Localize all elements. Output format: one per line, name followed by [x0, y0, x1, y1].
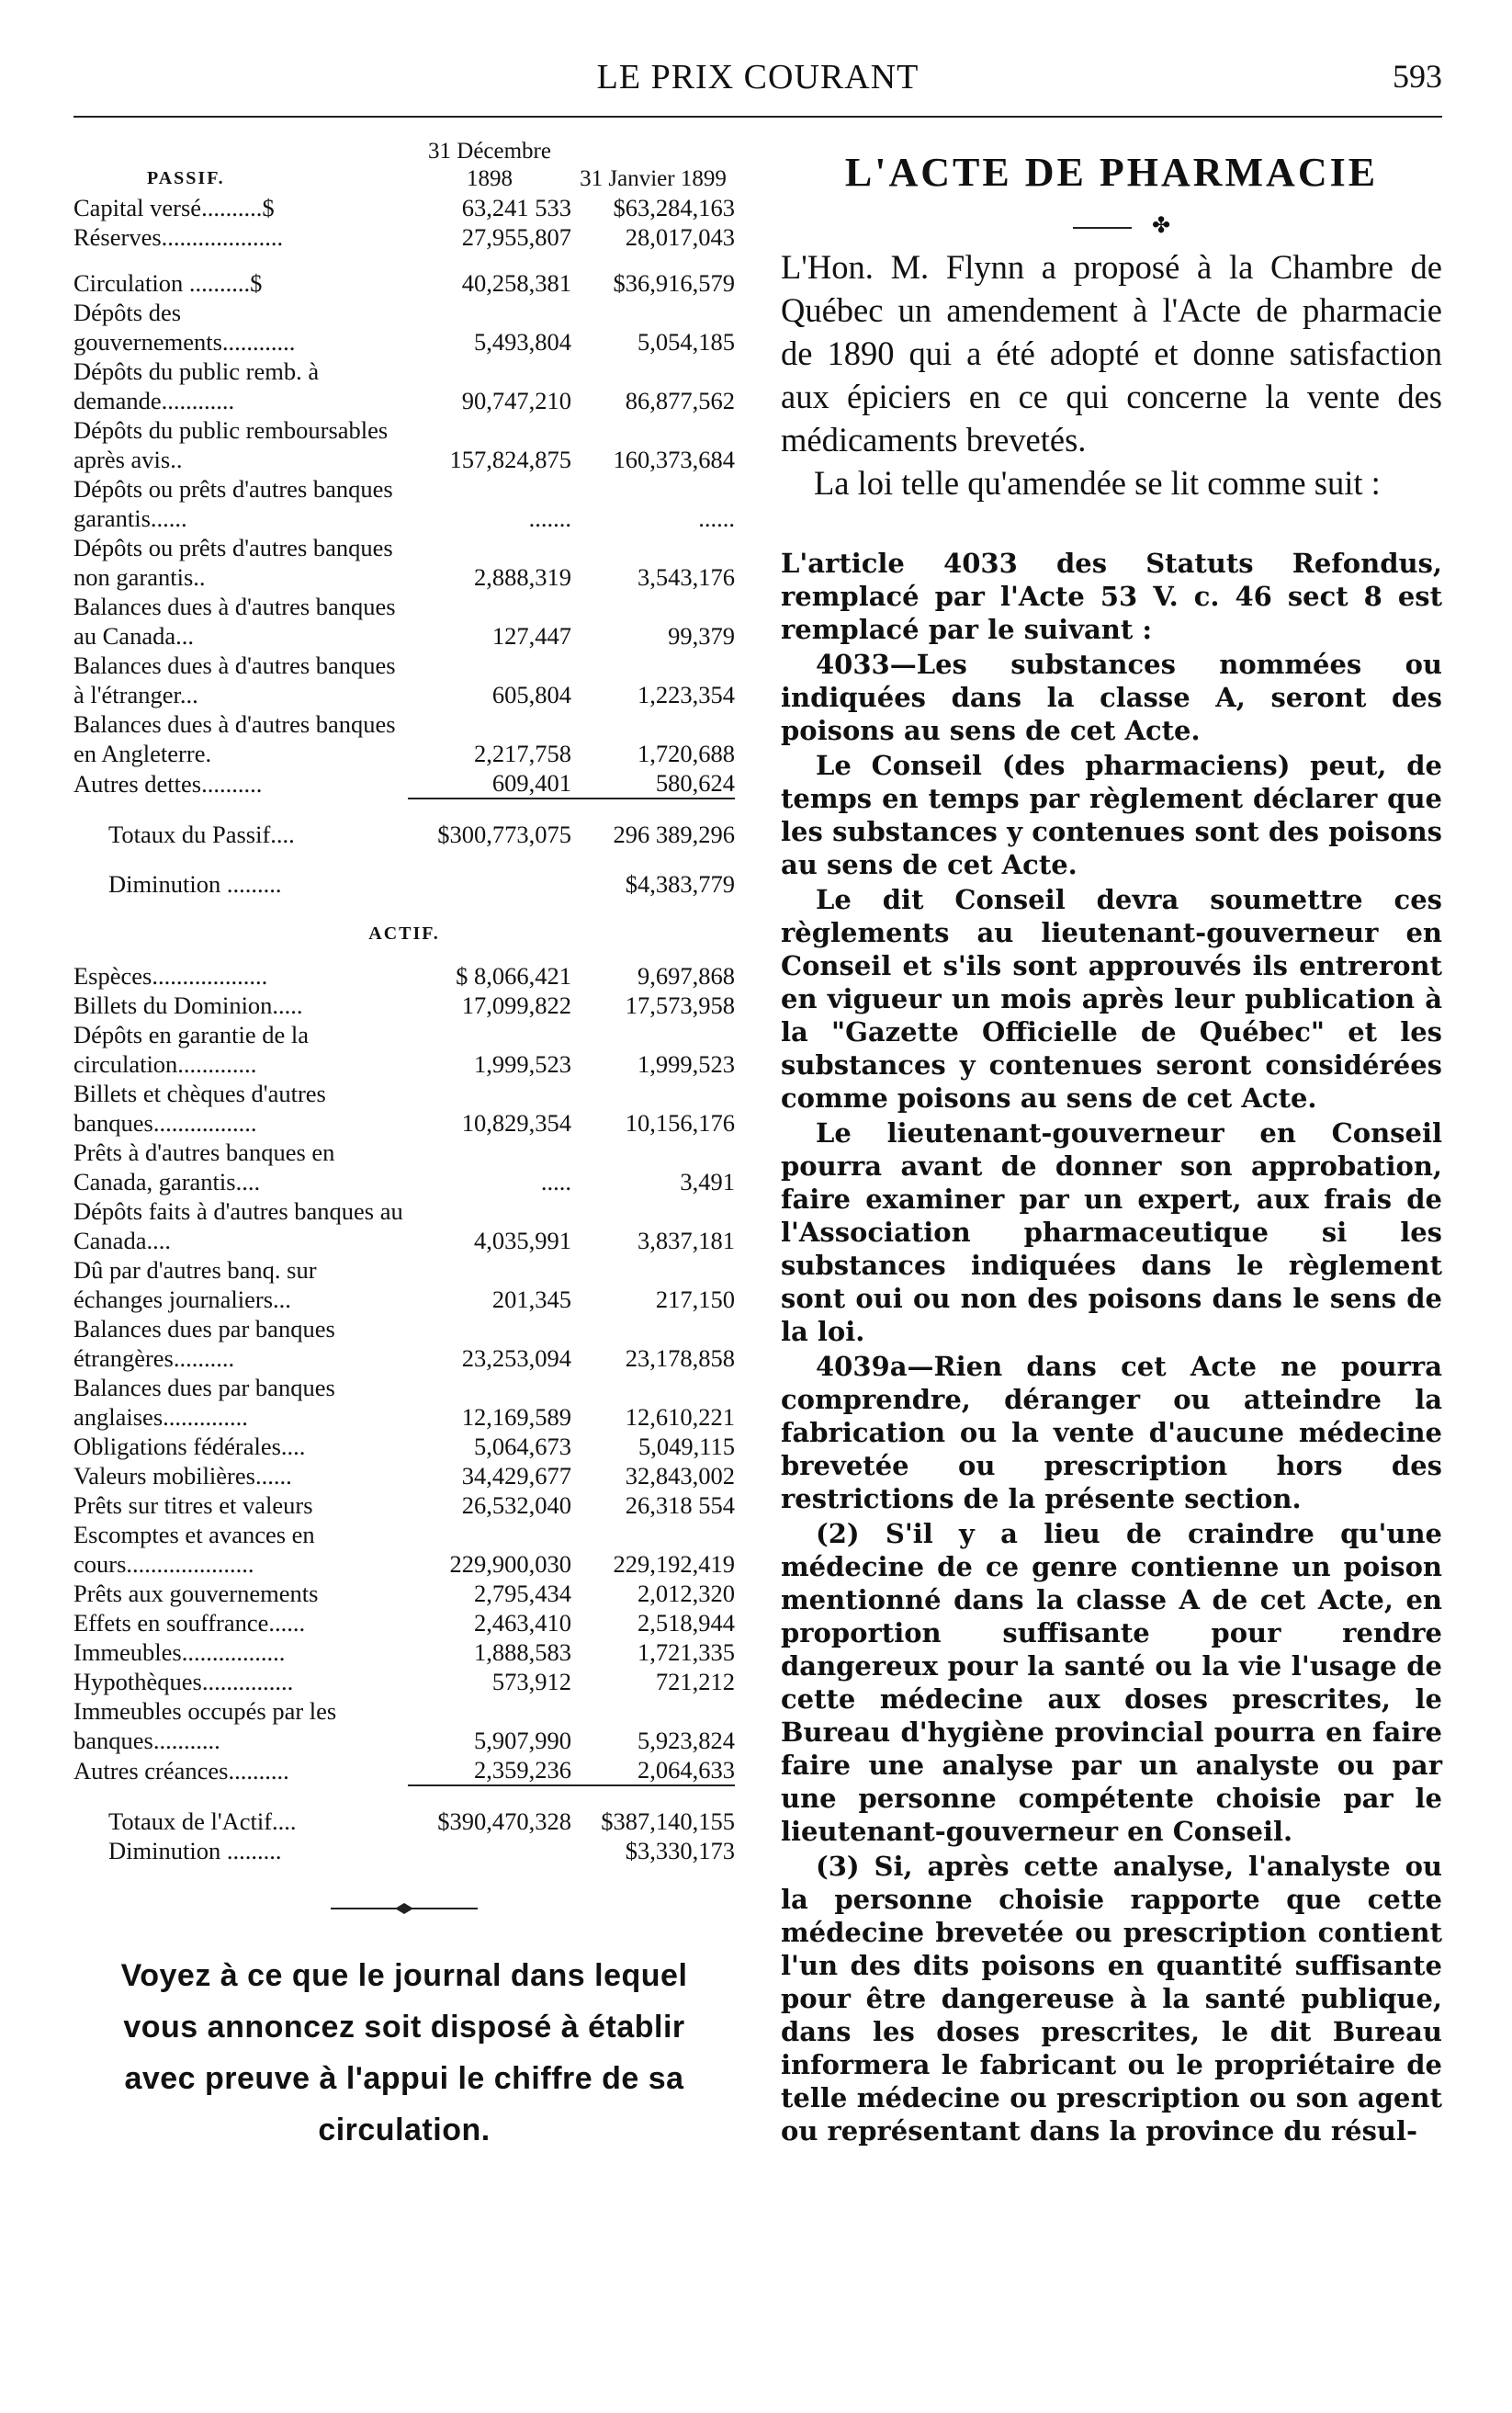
- col-a-header: 31 Décembre 1898: [428, 139, 551, 191]
- actif-total-label: Totaux de l'Actif....: [108, 1807, 297, 1835]
- passif-value-1898: 63,241 533: [461, 194, 571, 221]
- passif-row: [73, 533, 735, 592]
- actif-label: Dépôts faits à d'autres banques au Canada....: [73, 1197, 403, 1254]
- passif-row: [73, 768, 735, 799]
- passif-label: Réserves....................: [73, 223, 284, 251]
- actif-value-1899: 10,156,176: [625, 1109, 735, 1137]
- body-paragraph: 4033—Les substances nommées ou indiquées dans la classe A, seront des poisons au sens de cet Acte.: [781, 649, 1442, 746]
- passif-total-row: [73, 799, 735, 849]
- passif-value-1898: 27,955,807: [461, 223, 571, 251]
- actif-row: [73, 1138, 735, 1196]
- actif-label: Escomptes et avances en cours.....................: [73, 1521, 315, 1578]
- body-paragraph: 4039a—Rien dans cet Acte ne pourra comprendre, déranger ou atteindre la fabrication ou la vente d'aucune médecine brevetée ou prescription hors des restrictions de la présente section.: [781, 1351, 1442, 1514]
- body-paragraph: Le Conseil (des pharmaciens) peut, de temps en temps par règlement déclarer que les substances y contenues sont des poisons au sens de cet Acte.: [781, 750, 1442, 880]
- actif-label: Hypothèques...............: [73, 1668, 294, 1695]
- page-number: 593: [1393, 58, 1442, 95]
- actif-row: [73, 1432, 735, 1461]
- actif-label: Immeubles occupés par les banques...........: [73, 1697, 337, 1754]
- actif-label: Prêts aux gouvernements: [73, 1580, 319, 1607]
- actif-value-1899: 229,192,419: [613, 1550, 735, 1578]
- actif-label: Effets en souffrance......: [73, 1609, 306, 1637]
- passif-label: Balances dues à d'autres banques en Angleterre.: [73, 710, 396, 767]
- passif-value-1899: 86,877,562: [625, 387, 735, 414]
- actif-label: Autres créances..........: [73, 1757, 289, 1784]
- actif-row: [73, 1579, 735, 1608]
- actif-total-row: [73, 1785, 735, 1836]
- actif-value-1899: 1,721,335: [638, 1638, 735, 1666]
- actif-label: Billets du Dominion.....: [73, 991, 303, 1019]
- actif-row: [73, 1314, 735, 1373]
- passif-row: [73, 651, 735, 709]
- col-b-header: 31 Janvier 1899: [580, 166, 727, 191]
- actif-row: [73, 1461, 735, 1490]
- actif-row: [73, 1696, 735, 1755]
- actif-heading: ACTIF.: [368, 923, 440, 944]
- passif-value-1899: 5,054,185: [638, 328, 735, 356]
- actif-value-1899: 26,318 554: [625, 1491, 735, 1519]
- passif-value-1899: 28,017,043: [625, 223, 735, 251]
- bank-statement-table: [73, 138, 735, 1865]
- actif-row: [73, 1020, 735, 1079]
- actif-row: [73, 991, 735, 1020]
- actif-value-1898: 5,064,673: [474, 1433, 571, 1460]
- fleuron-icon: ✤: [1152, 214, 1171, 238]
- passif-label: Circulation ..........$: [73, 269, 263, 297]
- actif-diminution-a: [408, 1836, 571, 1865]
- actif-label: Valeurs mobilières......: [73, 1462, 292, 1490]
- passif-label: Dépôts des gouvernements............: [73, 299, 296, 356]
- passif-row: [73, 193, 735, 222]
- body-paragraph: Le lieutenant-gouverneur en Conseil pourra avant de donner son approbation, faire examiner par un expert, aux frais de l'Association pharmaceutique si les substances indiquées dans le règlement sont oui ou non des poisons dans le sens de la loi.: [781, 1117, 1442, 1347]
- actif-value-1899: 2,518,944: [638, 1609, 735, 1637]
- header-rule: [73, 116, 1442, 118]
- actif-row: [73, 1755, 735, 1785]
- actif-value-1898: 1,888,583: [474, 1638, 571, 1666]
- actif-value-1898: 229,900,030: [449, 1550, 571, 1578]
- actif-label: Balances dues par banques étrangères..........: [73, 1315, 335, 1372]
- passif-row: [73, 415, 735, 474]
- passif-total-a: $300,773,075: [408, 799, 571, 849]
- actif-row: [73, 1608, 735, 1637]
- actif-label: Balances dues par banques anglaises..............: [73, 1374, 335, 1431]
- actif-value-1898: 4,035,991: [474, 1227, 571, 1254]
- actif-row: [73, 1079, 735, 1138]
- actif-value-1898: 10,829,354: [461, 1109, 571, 1137]
- passif-row: [73, 252, 735, 298]
- actif-value-1899: 12,610,221: [625, 1403, 735, 1431]
- actif-value-1899: 2,064,633: [638, 1756, 735, 1784]
- passif-row: [73, 592, 735, 651]
- actif-total-a: $390,470,328: [408, 1785, 571, 1836]
- running-title: LE PRIX COURANT: [596, 58, 920, 96]
- actif-value-1899: 1,999,523: [638, 1050, 735, 1078]
- body-paragraph: (2) S'il y a lieu de craindre qu'une médecine de ce genre contienne un poison mentionné dans la classe A de cet Acte, en proportion suffisante pour rendre dangereux pour la santé ou la vie l'usage de cette médecine aux doses prescrites, le Bureau d'hygiène provincial pourra en faire faire une analyse par un analyste ou par une personne compétente choisie par le lieutenant-gouverneur en Conseil.: [781, 1518, 1442, 1847]
- actif-diminution-row: [73, 1836, 735, 1865]
- passif-value-1899: 1,223,354: [638, 681, 735, 708]
- body-paragraph: Le dit Conseil devra soumettre ces règlements au lieutenant-gouverneur en Conseil et s'ils sont approuvés ils entreront en vigueur un mois après leur publication à la "Gazette Officielle de Québec" et les substances y contenues seront considérées comme poisons au sens de cet Acte.: [781, 884, 1442, 1114]
- article-title: L'ACTE DE PHARMACIE: [844, 150, 1379, 195]
- actif-value-1898: 1,999,523: [474, 1050, 571, 1078]
- actif-value-1899: 23,178,858: [625, 1344, 735, 1372]
- left-column: [73, 138, 735, 2156]
- passif-row: [73, 357, 735, 415]
- passif-value-1899: 3,543,176: [638, 563, 735, 591]
- actif-label: Immeubles.................: [73, 1638, 286, 1666]
- actif-label: Dépôts en garantie de la circulation.............: [73, 1021, 310, 1078]
- intro-paragraph: La loi telle qu'amendée se lit comme suit :: [814, 464, 1381, 502]
- passif-value-1898: 157,824,875: [449, 446, 571, 473]
- passif-value-1898: 609,401: [491, 769, 571, 797]
- article-body: [781, 547, 1442, 2147]
- article-intro: [781, 245, 1442, 504]
- page-header: [73, 57, 1442, 108]
- title-divider: [781, 209, 1442, 245]
- passif-value-1899: ......: [698, 504, 735, 532]
- passif-value-1898: 90,747,210: [461, 387, 571, 414]
- actif-row: [73, 961, 735, 991]
- actif-value-1898: 26,532,040: [461, 1491, 571, 1519]
- actif-row: [73, 1667, 735, 1696]
- passif-label: Balances dues à d'autres banques au Canada...: [73, 593, 396, 650]
- actif-value-1898: 12,169,589: [461, 1403, 571, 1431]
- passif-label: Dépôts du public remb. à demande............: [73, 357, 320, 414]
- passif-value-1898: 2,217,758: [474, 740, 571, 767]
- passif-value-1899: $63,284,163: [613, 194, 735, 221]
- actif-value-1899: 32,843,002: [625, 1462, 735, 1490]
- actif-value-1899: 5,049,115: [638, 1433, 735, 1460]
- actif-row: [73, 1520, 735, 1579]
- passif-diminution-b: $4,383,779: [625, 870, 735, 898]
- passif-value-1899: 160,373,684: [613, 446, 735, 473]
- actif-row: [73, 1490, 735, 1520]
- actif-value-1898: 201,345: [491, 1286, 571, 1313]
- passif-value-1898: 40,258,381: [461, 269, 571, 297]
- passif-value-1899: $36,916,579: [613, 269, 735, 297]
- passif-label: Dépôts ou prêts d'autres banques garantis......: [73, 475, 393, 532]
- actif-diminution-label: Diminution .........: [108, 1837, 282, 1864]
- passif-value-1898: 127,447: [491, 622, 571, 650]
- passif-total-label: Totaux du Passif....: [108, 821, 295, 848]
- actif-value-1898: 573,912: [491, 1668, 571, 1695]
- passif-diminution-label: Diminution .........: [108, 870, 282, 898]
- body-paragraph: L'article 4033 des Statuts Refondus, remplacé par l'Acte 53 V. c. 46 sect 8 est remplacé par le suivant :: [781, 548, 1442, 645]
- actif-value-1898: 34,429,677: [461, 1462, 571, 1490]
- actif-label: Billets et chèques d'autres banques.................: [73, 1080, 326, 1137]
- actif-value-1898: 17,099,822: [461, 991, 571, 1019]
- passif-value-1898: 2,888,319: [474, 563, 571, 591]
- actif-value-1898: 23,253,094: [461, 1344, 571, 1372]
- passif-row: [73, 222, 735, 252]
- table-header-row: [73, 138, 735, 193]
- passif-label: Dépôts ou prêts d'autres banques non garantis..: [73, 534, 393, 591]
- passif-value-1899: 1,720,688: [638, 740, 735, 767]
- actif-diminution-b: $3,330,173: [625, 1837, 735, 1864]
- actif-label: Prêts à d'autres banques en Canada, garantis....: [73, 1139, 335, 1195]
- passif-value-1898: 5,493,804: [474, 328, 571, 356]
- body-paragraph: (3) Si, après cette analyse, l'analyste ou la personne choisie rapporte que cette médecine brevetée ou prescription contient l'un des dits poisons en quantité suffisante pour être dangereuse à la santé publique, dans les doses prescrites, le dit Bureau informera le fabricant ou le propriétaire de telle médecine ou prescription ou son agent ou représentant dans la province du résul-: [781, 1851, 1442, 2147]
- actif-value-1899: 9,697,868: [638, 962, 735, 990]
- passif-label: Capital versé..........$: [73, 194, 275, 221]
- actif-value-1898: 5,907,990: [474, 1727, 571, 1754]
- actif-heading-row: [73, 899, 735, 961]
- ornament-divider-icon: [331, 1902, 478, 1915]
- passif-value-1898: .......: [528, 504, 571, 532]
- actif-value-1898: 2,359,236: [474, 1756, 571, 1784]
- passif-value-1898: 605,804: [491, 681, 571, 708]
- actif-row: [73, 1637, 735, 1667]
- title-rule: [1073, 227, 1132, 229]
- circulation-notice: Voyez à ce que le journal dans lequel vous annoncez soit disposé à établir avec preuve à l'appui le chiffre de sa circulation.: [120, 1958, 688, 2147]
- actif-label: Obligations fédérales....: [73, 1433, 306, 1460]
- passif-row: [73, 298, 735, 357]
- passif-total-b: 296 389,296: [571, 799, 735, 849]
- passif-diminution-a: [408, 849, 571, 899]
- actif-value-1899: 721,212: [655, 1668, 735, 1695]
- actif-value-1899: 17,573,958: [625, 991, 735, 1019]
- actif-value-1898: .....: [540, 1168, 571, 1195]
- actif-value-1899: 3,837,181: [638, 1227, 735, 1254]
- intro-paragraph: L'Hon. M. Flynn a proposé à la Chambre de Québec un amendement à l'Acte de pharmacie de 1890 qui a été adopté et donne satisfaction aux épiciers en ce qui concerne la vente des médicaments brevetés.: [781, 248, 1442, 459]
- passif-label: Autres dettes..........: [73, 770, 263, 798]
- passif-diminution-row: [73, 849, 735, 899]
- passif-value-1899: 99,379: [668, 622, 735, 650]
- actif-total-b: $387,140,155: [571, 1785, 735, 1836]
- actif-value-1898: 2,463,410: [474, 1609, 571, 1637]
- actif-row: [73, 1255, 735, 1314]
- actif-label: Espèces...................: [73, 962, 268, 990]
- passif-heading: PASSIF.: [147, 168, 225, 188]
- passif-value-1899: 580,624: [655, 769, 735, 797]
- passif-label: Balances dues à d'autres banques à l'étranger...: [73, 651, 396, 708]
- passif-label: Dépôts du public remboursables après avis..: [73, 416, 389, 473]
- actif-label: Dû par d'autres banq. sur échanges journaliers...: [73, 1256, 317, 1313]
- actif-value-1899: 2,012,320: [638, 1580, 735, 1607]
- passif-row: [73, 709, 735, 768]
- actif-value-1899: 3,491: [680, 1168, 735, 1195]
- actif-row: [73, 1373, 735, 1432]
- actif-label: Prêts sur titres et valeurs: [73, 1491, 313, 1519]
- actif-value-1899: 217,150: [655, 1286, 735, 1313]
- actif-value-1898: 2,795,434: [474, 1580, 571, 1607]
- passif-row: [73, 474, 735, 533]
- actif-value-1899: 5,923,824: [638, 1727, 735, 1754]
- right-column: [781, 138, 1442, 2149]
- actif-row: [73, 1196, 735, 1255]
- actif-value-1898: $ 8,066,421: [456, 962, 571, 990]
